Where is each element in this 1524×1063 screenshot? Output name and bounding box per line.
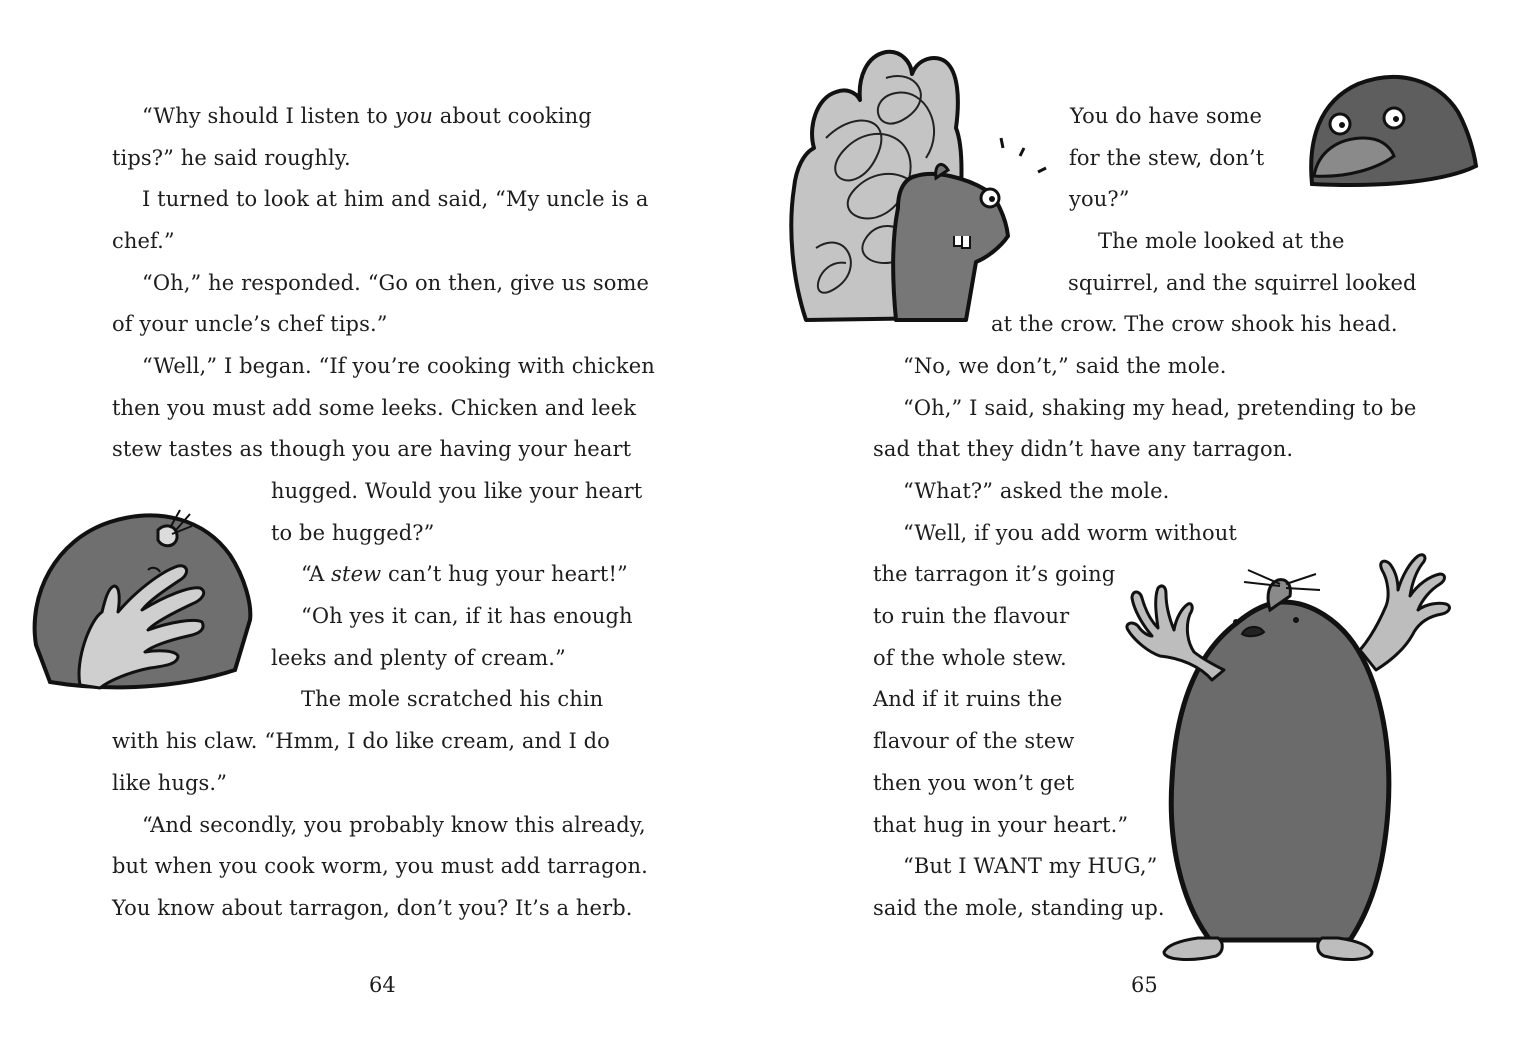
left-foot xyxy=(1164,938,1222,959)
text-line: You know about tarragon, don’t you? It’s a herb. xyxy=(112,896,633,920)
pupil xyxy=(1339,122,1345,128)
text-line: “But I WANT my HUG,” xyxy=(903,854,1158,878)
squirrel-illustration xyxy=(786,48,1046,328)
text-line: of your uncle’s chef tips.” xyxy=(112,312,388,336)
pupil xyxy=(1393,116,1399,122)
text-line: stew tastes as though you are having your heart xyxy=(112,437,632,461)
text-line xyxy=(142,103,592,129)
text-line: “Oh,” he responded. “Go on then, give us some xyxy=(142,271,650,295)
squirrel-teeth xyxy=(954,236,970,248)
text-line: “Oh yes it can, if it has enough xyxy=(301,604,633,628)
text-line: “Oh,” I said, shaking my head, pretending to be xyxy=(903,396,1417,420)
mole-body xyxy=(1171,602,1389,940)
right-foot xyxy=(1318,938,1372,959)
crow-illustration xyxy=(1308,72,1478,192)
text-line: of the whole stew. xyxy=(873,646,1067,670)
right-page xyxy=(762,0,1524,1063)
italic-emphasis: stew xyxy=(331,562,382,586)
mole-facepalm-illustration xyxy=(30,500,260,695)
text-line: but when you cook worm, you must add tarragon. xyxy=(112,854,648,878)
text-line xyxy=(301,561,628,587)
mole-eye-left xyxy=(1233,619,1239,625)
mole-nose xyxy=(158,526,177,546)
text-line: You do have some xyxy=(1070,104,1263,128)
text-line: with his claw. “Hmm, I do like cream, and I do xyxy=(112,729,610,753)
left-hand xyxy=(1127,586,1224,680)
motion-marks xyxy=(1001,138,1046,172)
pupil xyxy=(989,196,995,202)
text-line: “And secondly, you probably know this already, xyxy=(142,813,646,837)
text-line: chef.” xyxy=(112,229,175,253)
text-line: leeks and plenty of cream.” xyxy=(271,646,566,670)
standing-mole-illustration xyxy=(1120,540,1480,966)
mole-eye-right xyxy=(1293,617,1299,623)
text-line: like hugs.” xyxy=(112,771,228,795)
text-span: can’t hug your heart!” xyxy=(381,562,628,586)
page-number: 64 xyxy=(369,973,396,997)
text-line: the tarragon it’s going xyxy=(873,562,1116,586)
italic-emphasis: you xyxy=(394,104,434,128)
text-line: “No, we don’t,” said the mole. xyxy=(903,354,1227,378)
right-hand xyxy=(1360,555,1449,670)
text-line: I turned to look at him and said, “My uncle is a xyxy=(142,187,649,211)
text-line: squirrel, and the squirrel looked xyxy=(1068,271,1417,295)
page-number: 65 xyxy=(1131,973,1158,997)
text-span: about cooking xyxy=(433,104,592,128)
text-line: hugged. Would you like your heart xyxy=(271,479,643,503)
text-line: “Well, if you add worm without xyxy=(903,521,1237,545)
text-line: And if it ruins the xyxy=(873,687,1063,711)
text-line: then you won’t get xyxy=(873,771,1075,795)
text-line: at the crow. The crow shook his head. xyxy=(991,312,1398,336)
text-line: that hug in your heart.” xyxy=(873,813,1129,837)
text-line: said the mole, standing up. xyxy=(873,896,1165,920)
text-line: you?” xyxy=(1069,187,1130,211)
text-line: The mole looked at the xyxy=(1098,229,1345,253)
text-span: “Why should I listen to xyxy=(142,104,395,128)
text-line: flavour of the stew xyxy=(873,729,1075,753)
text-line: to be hugged?” xyxy=(271,521,435,545)
text-line: tips?” he said roughly. xyxy=(112,146,351,170)
text-line: then you must add some leeks. Chicken and leek xyxy=(112,396,637,420)
text-line: “Well,” I began. “If you’re cooking with chicken xyxy=(142,354,655,378)
text-span: “A xyxy=(301,562,332,586)
text-line: The mole scratched his chin xyxy=(301,687,604,711)
text-line: sad that they didn’t have any tarragon. xyxy=(873,437,1294,461)
text-line: “What?” asked the mole. xyxy=(903,479,1170,503)
text-line: to ruin the flavour xyxy=(873,604,1070,628)
text-line: for the stew, don’t xyxy=(1069,146,1265,170)
